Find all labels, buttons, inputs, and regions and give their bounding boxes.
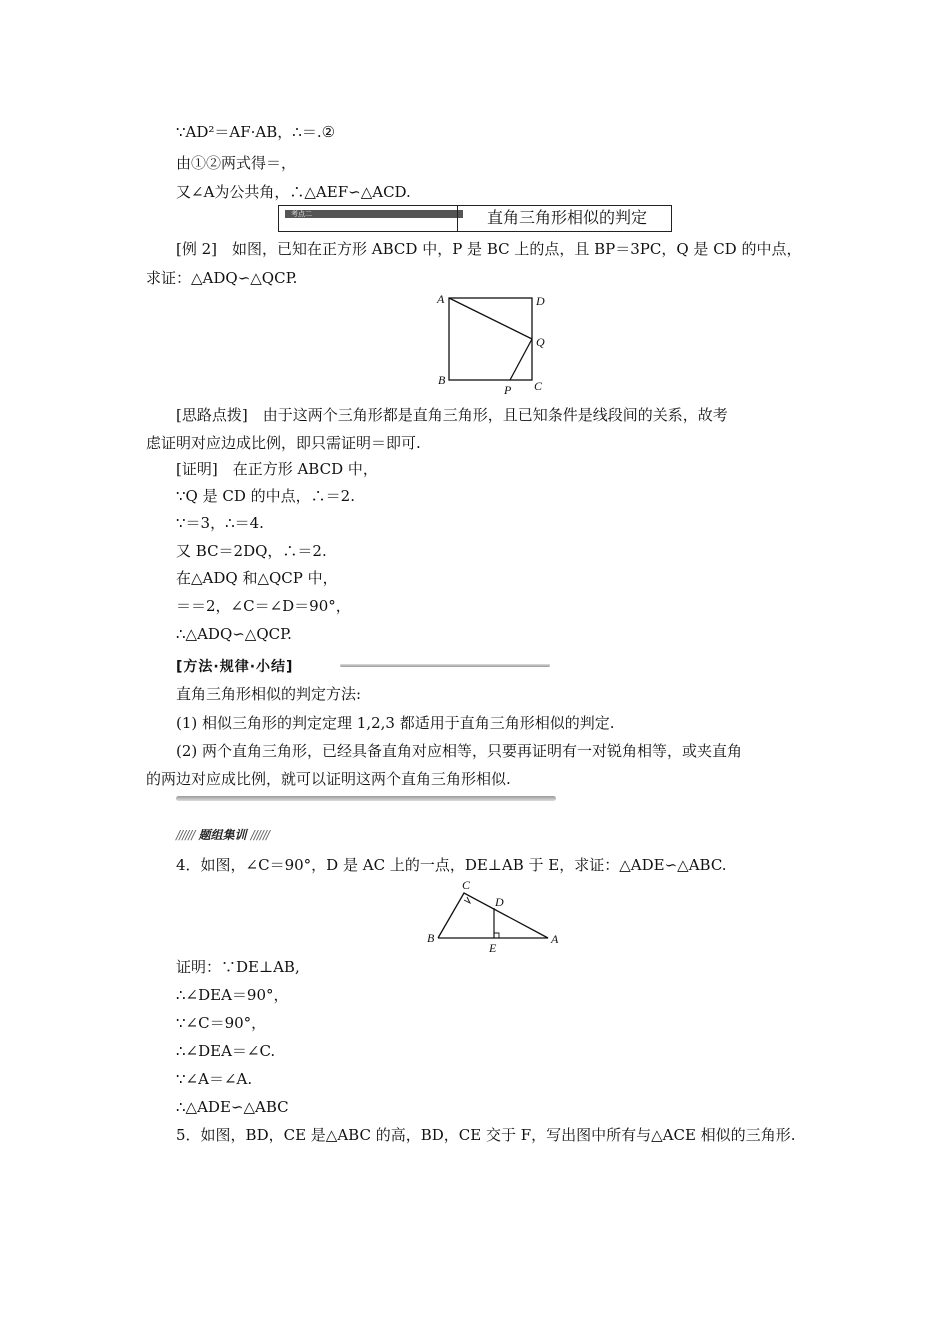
- label-d: D: [495, 895, 504, 909]
- proof-line: ∴∠DEA＝90°，: [176, 986, 289, 1004]
- triangle-figure: [420, 876, 570, 956]
- label-d: D: [536, 294, 545, 308]
- method-heading: [方法·规律·小结]: [176, 659, 294, 675]
- right-angle-e: [494, 933, 499, 938]
- proof-line: ∵∠C＝90°，: [176, 1014, 267, 1032]
- text-line: 由①②两式得＝，: [176, 154, 297, 172]
- proof-line: 又 BC＝2DQ，∴＝2.: [176, 542, 327, 560]
- group-heading: [176, 826, 269, 843]
- label-c: C: [462, 878, 471, 892]
- label-a: A: [551, 932, 559, 946]
- label-e: E: [489, 941, 497, 955]
- label-b: B: [438, 373, 446, 387]
- method-line: (1) 相似三角形的判定定理 1,2,3 都适用于直角三角形相似的判定.: [176, 714, 615, 732]
- proof-line: ∴△ADQ∽△QCP.: [176, 625, 292, 643]
- label-b: B: [427, 931, 435, 945]
- square-abcd: [449, 298, 532, 380]
- proof-line: ∵∠A＝∠A.: [176, 1070, 253, 1088]
- proof-line: ＝＝2，∠C＝∠D＝90°，: [176, 597, 351, 615]
- example-line: [例 2] 如图，已知在正方形 ABCD 中，P 是 BC 上的点，且 BP＝3PC，Q 是 CD 的中点，: [176, 240, 802, 258]
- method-line: 的两边对应成比例，就可以证明这两个直角三角形相似.: [146, 770, 511, 788]
- square-figure: [430, 290, 555, 398]
- proof-line: ∴∠DEA＝∠C.: [176, 1042, 276, 1060]
- proof-line: ∴△ADE∽△ABC: [176, 1098, 289, 1116]
- proof-line: 在△ADQ 和△QCP 中，: [176, 569, 338, 587]
- method-rule: [340, 664, 550, 667]
- hint-line: [思路点拨] 由于这两个三角形都是直角三角形，且已知条件是线段间的关系，故考: [176, 406, 728, 424]
- proof-line: ∵Q 是 CD 的中点，∴＝2.: [176, 487, 355, 505]
- segment-aq: [449, 298, 532, 339]
- label-c: C: [534, 379, 543, 393]
- text-line: ∵AD²＝AF·AB，∴＝.②: [176, 123, 336, 141]
- question-5-stem: 5．如图，BD，CE 是△ABC 的高，BD，CE 交于 F，写出图中所有与△ACE 相似的三角形.: [176, 1126, 796, 1144]
- example-line: 求证：△ADQ∽△QCP.: [146, 269, 298, 287]
- stripe-decoration: //////: [176, 828, 195, 842]
- section-header: [278, 205, 672, 232]
- proof-line: 证明：∵DE⊥AB,: [176, 958, 300, 976]
- group-heading-text: 题组集训: [198, 828, 247, 842]
- divider: [457, 206, 458, 231]
- right-angle-c: [464, 897, 470, 903]
- label-a: A: [437, 292, 445, 306]
- method-line: (2) 两个直角三角形，已经具备直角对应相等，只要再证明有一对锐角相等，或夹直角: [176, 742, 743, 760]
- proof-line: ∵＝3，∴＝4.: [176, 514, 264, 532]
- triangle-abc: [438, 893, 548, 938]
- method-line: 直角三角形相似的判定方法:: [176, 685, 362, 703]
- proof-line: [证明] 在正方形 ABCD 中，: [176, 460, 378, 478]
- section-tag: 考点二: [285, 210, 463, 218]
- label-q: Q: [536, 335, 545, 349]
- section-title: 直角三角形相似的判定: [487, 208, 648, 227]
- text-line: 又∠A为公共角，∴△AEF∽△ACD.: [176, 183, 411, 201]
- stripe-decoration: //////: [250, 828, 269, 842]
- segment-qp: [510, 339, 532, 380]
- question-4-stem: 4．如图，∠C＝90°，D 是 AC 上的一点，DE⊥AB 于 E，求证：△ADE∽△ABC.: [176, 856, 727, 874]
- method-end-rule: [176, 796, 556, 801]
- hint-line: 虑证明对应边成比例，即只需证明＝即可.: [146, 434, 421, 452]
- label-p: P: [504, 383, 512, 397]
